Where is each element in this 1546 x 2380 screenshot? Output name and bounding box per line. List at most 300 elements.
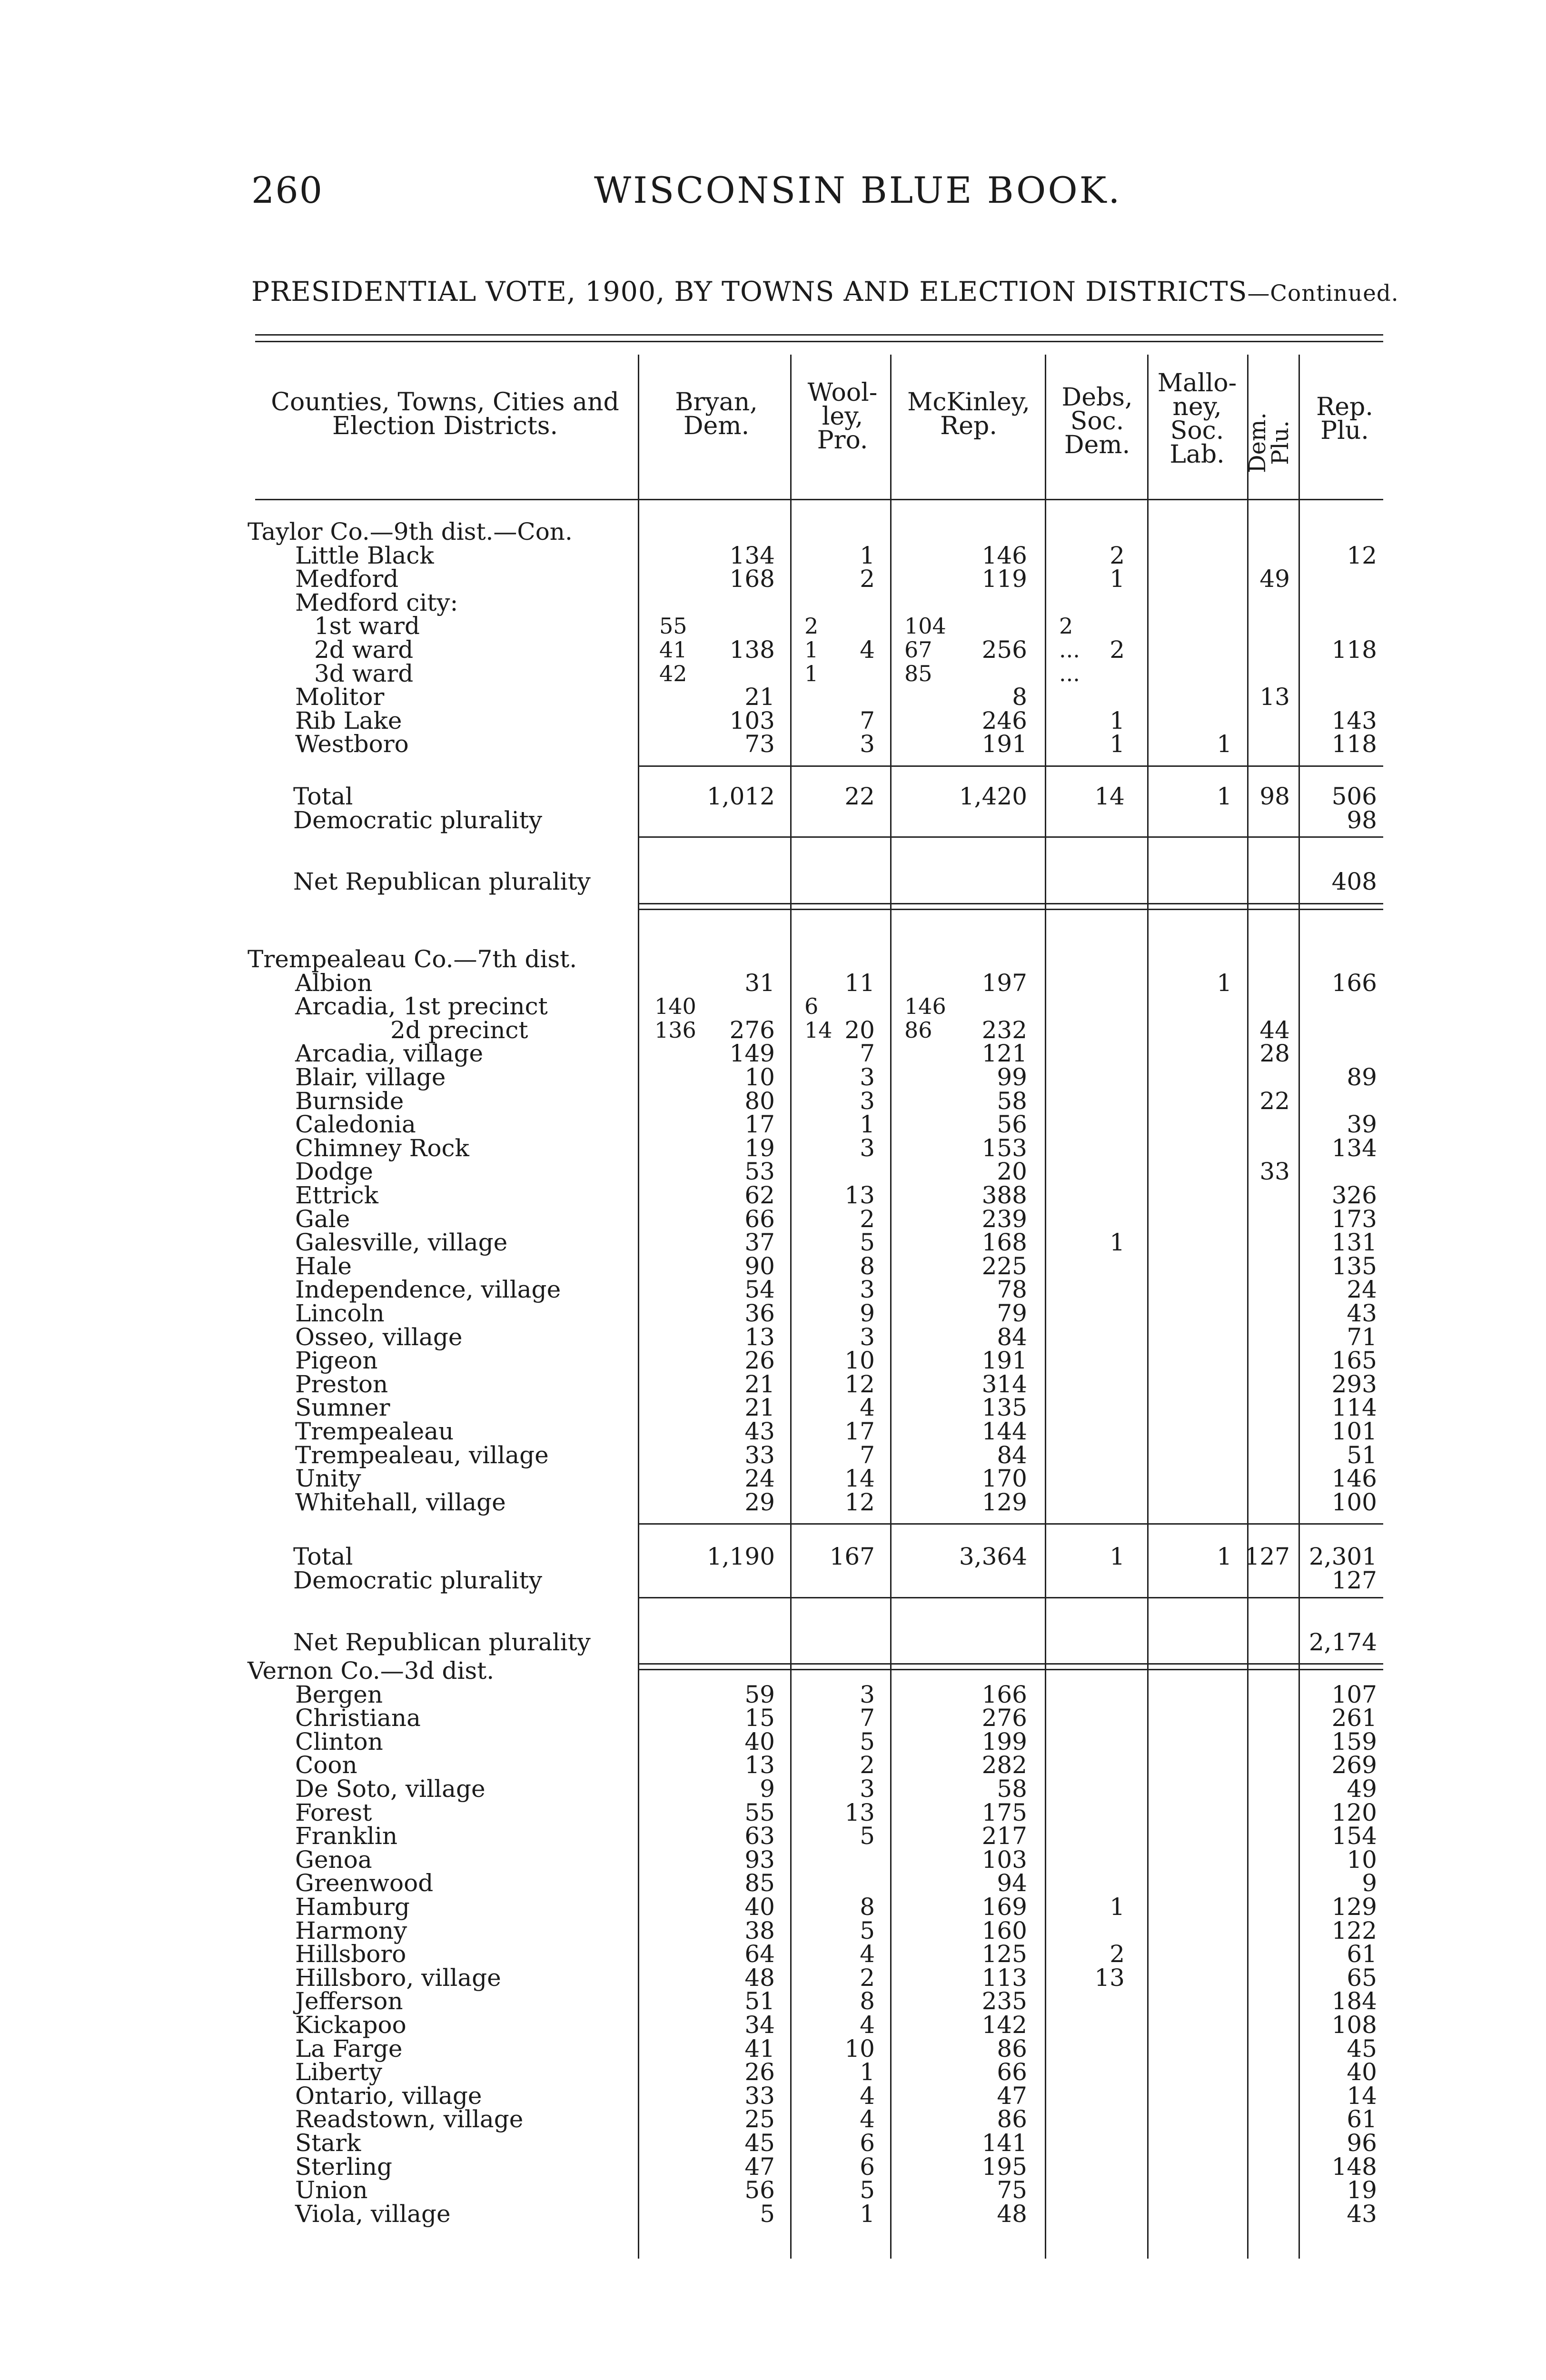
cell-woolley: 4 [860,2011,875,2039]
table-row [0,971,1546,995]
cell-bryan: 63 [744,1822,775,1850]
taylor-dem-plurality-value: 98 [1347,806,1377,834]
cell-mckinley: 199 [981,1727,1027,1755]
cell-dem-plu: 13 [1259,683,1290,711]
cell-debs: 2 [1110,541,1125,569]
cell-woolley: 7 [860,1704,875,1732]
ward-total-debs: 2 [1110,636,1125,664]
cell-debs: 1 [1110,730,1125,758]
table-row [0,1443,1546,1467]
table-row [0,1753,1546,1777]
header-rep-plu: Rep. Plu. [1316,393,1373,445]
cell-bryan: 73 [744,730,775,758]
row-label: Bergen [295,1680,383,1708]
cell-bryan: 17 [744,1111,775,1139]
table-row [0,1207,1546,1231]
cell-mckinley: 142 [981,2011,1027,2039]
cell-woolley: 3 [860,1063,875,1091]
cell-woolley: 10 [844,1347,875,1375]
table-row [0,685,1546,709]
table-row [0,1798,1546,1826]
table-row [0,2178,1546,2202]
table-row [0,1276,1546,1304]
cell-woolley: 12 [844,1488,875,1516]
cell-malloney: 1 [1217,969,1232,997]
cell-mckinley: 282 [981,1751,1027,1779]
cell-bryan: 54 [744,1276,775,1304]
cell-woolley: 5 [860,1229,875,1257]
cell-woolley: 3 [860,1323,875,1351]
cell-mckinley: 48 [997,2200,1027,2228]
table-row [0,1372,1546,1396]
header-woolley: Wool- ley, Pro. [807,378,878,455]
total-woolley: 22 [844,783,875,810]
cell-bryan: 5 [760,2200,775,2228]
cell-rep-plu: 65 [1347,1964,1377,1992]
table-row [0,1871,1546,1895]
taylor-plu-rule [638,836,1383,838]
cell-debs: 13 [1094,1964,1125,1992]
cell-woolley: 1 [860,2058,875,2086]
cell-woolley: 1 [860,1111,875,1139]
table-row [0,1465,1546,1493]
cell-rep-plu: 129 [1331,1893,1377,1921]
cell-woolley: 8 [860,1252,875,1280]
header-debs: Debs, Soc. Dem. [1061,383,1133,459]
table-title-main: PRESIDENTIAL VOTE, 1900, BY TOWNS AND ELECTION DISTRICTS [251,276,1248,307]
cell-rep-plu: 9 [1362,1869,1377,1897]
cell-rep-plu: 101 [1331,1418,1377,1445]
row-label: Little Black [295,541,434,569]
table-row [0,2131,1546,2155]
total-dem-plu: 127 [1244,1543,1290,1571]
cell-woolley: 11 [844,969,875,997]
cell-bryan: 41 [744,2034,775,2063]
table-title [251,276,1399,307]
table-row [0,1895,1546,1919]
cell-woolley: 3 [860,1775,875,1803]
cell-bryan: 13 [744,1323,775,1351]
cell-bryan: 38 [744,1916,775,1944]
trempealeau-sum-rule [638,1523,1383,1525]
cell-dem-plu: 28 [1259,1040,1290,1068]
row-label: Caledonia [295,1111,416,1139]
ward-total-rep: 118 [1331,636,1377,664]
cell-mckinley: 8 [1012,683,1027,711]
table-row [0,1419,1546,1443]
table-row [0,1680,1546,1708]
cell-rep-plu: 12 [1347,541,1377,569]
table-title-continued: —Continued. [1247,281,1399,307]
cell-rep-plu: 146 [1331,1465,1377,1493]
cell-mckinley: 144 [981,1418,1027,1445]
cell-bryan: 64 [744,1940,775,1968]
taylor-net-plurality-value: 408 [1331,868,1377,896]
cell-rep-plu: 148 [1331,2152,1377,2181]
row-label: Jefferson [295,1987,403,2015]
ward-sub-bryan: 42 [659,660,687,686]
cell-woolley: 6 [860,2129,875,2157]
cell-mckinley: 191 [981,1347,1027,1375]
row-label: Trempealeau, village [295,1441,549,1469]
row-label: Dodge [295,1158,373,1186]
table-row [0,1727,1546,1755]
row-label: Coon [295,1751,357,1779]
cell-rep-plu: 114 [1331,1394,1377,1422]
cell-bryan: 36 [744,1299,775,1327]
cell-rep-plu: 96 [1347,2129,1377,2157]
taylor-net-plurality [0,868,1546,896]
ward-row [0,638,1546,662]
cell-mckinley: 225 [981,1252,1027,1280]
cell-rep-plu: 134 [1331,1134,1377,1162]
cell-rep-plu: 269 [1331,1751,1377,1779]
cell-mckinley: 79 [997,1299,1027,1327]
ward-sub-mckinley: 67 [904,637,932,663]
county-heading [0,520,1546,544]
top-rule-2 [255,341,1383,342]
cell-mckinley: 135 [981,1394,1027,1422]
cell-dem-plu: 33 [1259,1158,1290,1186]
cell-debs: 2 [1110,1940,1125,1968]
table-row [0,2152,1546,2181]
table-row [0,2034,1546,2063]
cell-bryan: 21 [744,1394,775,1422]
cell-mckinley: 146 [981,541,1027,569]
row-label: De Soto, village [295,1775,486,1803]
cell-woolley: 2 [860,565,875,593]
row-label: Arcadia, village [295,1040,484,1068]
ward-sub-woolley: 1 [804,637,819,663]
ward-row [0,659,1546,687]
table-row [0,1158,1546,1186]
precinct-sub-mckinley: 146 [904,993,946,1020]
cell-woolley: 4 [860,1394,875,1422]
precinct-label: Arcadia, 1st precinct [295,992,548,1021]
cell-mckinley: 166 [981,1680,1027,1708]
table-row [0,732,1546,756]
table-row [0,2060,1546,2084]
precinct-row [0,1018,1546,1042]
running-title: WISCONSIN BLUE BOOK. [594,169,1122,211]
cell-debs: 1 [1110,565,1125,593]
cell-woolley: 5 [860,1916,875,1944]
cell-woolley: 1 [860,2200,875,2228]
row-label: Unity [295,1465,361,1493]
total-rep-plu: 506 [1331,783,1377,810]
table-row [0,1490,1546,1514]
cell-woolley: 13 [844,1181,875,1209]
cell-bryan: 33 [744,2082,775,2110]
cell-rep-plu: 108 [1331,2011,1377,2039]
taylor-dem-plurality-label: Democratic plurality [293,806,543,834]
precinct-row [0,992,1546,1021]
total-dem-plu: 98 [1259,783,1290,810]
cell-mckinley: 58 [997,1775,1027,1803]
cell-woolley: 3 [860,1134,875,1162]
cell-rep-plu: 122 [1331,1916,1377,1944]
cell-bryan: 55 [744,1798,775,1826]
table-row [0,1942,1546,1966]
cell-woolley: 4 [860,2105,875,2133]
cell-rep-plu: 71 [1347,1323,1377,1351]
header-bryan: Bryan, Dem. [675,388,758,440]
row-label: Medford [295,565,399,593]
header-malloney: Mallo- ney, Soc. Lab. [1157,369,1237,469]
cell-bryan: 21 [744,1370,775,1398]
cell-dem-plu: 49 [1259,565,1290,593]
row-label: Sumner [295,1394,390,1422]
cell-rep-plu: 19 [1347,2176,1377,2204]
county-name: Taylor Co.—9th dist.—Con. [248,518,573,545]
table-row [0,541,1546,569]
precinct-total-woolley: 20 [844,1016,875,1044]
cell-rep-plu: 14 [1347,2082,1377,2110]
trempealeau-dem-plurality-label: Democratic plurality [293,1567,543,1594]
cell-mckinley: 160 [981,1916,1027,1944]
cell-rep-plu: 118 [1331,730,1377,758]
ward-sub-debs: ... [1059,637,1080,663]
cell-mckinley: 129 [981,1488,1027,1516]
cell-mckinley: 314 [981,1370,1027,1398]
cell-rep-plu: 154 [1331,1822,1377,1850]
row-label: Lincoln [295,1299,385,1327]
cell-bryan: 51 [744,1987,775,2015]
trempealeau-dem-plurality-value: 127 [1331,1567,1377,1594]
cell-rep-plu: 39 [1347,1111,1377,1139]
cell-woolley: 2 [860,1205,875,1233]
county-name: Vernon Co.—3d dist. [248,1657,495,1685]
cell-bryan: 26 [744,2058,775,2086]
cell-bryan: 31 [744,969,775,997]
row-label: Kickapoo [295,2011,406,2039]
cell-woolley: 7 [860,1040,875,1068]
cell-rep-plu: 135 [1331,1252,1377,1280]
table-row [0,1089,1546,1113]
cell-rep-plu: 45 [1347,2034,1377,2063]
cell-bryan: 33 [744,1441,775,1469]
cell-bryan: 53 [744,1158,775,1186]
cell-mckinley: 239 [981,1205,1027,1233]
table-row [0,1916,1546,1944]
cell-bryan: 15 [744,1704,775,1732]
cell-mckinley: 20 [997,1158,1027,1186]
cell-mckinley: 56 [997,1111,1027,1139]
cell-bryan: 93 [744,1845,775,1874]
ward-label: 3d ward [314,659,414,687]
cell-mckinley: 66 [997,2058,1027,2086]
cell-rep-plu: 61 [1347,2105,1377,2133]
taylor-net-plurality-label: Net Republican plurality [293,868,591,896]
cell-woolley: 5 [860,1822,875,1850]
table-row [0,1845,1546,1874]
cell-mckinley: 191 [981,730,1027,758]
table-row [0,706,1546,734]
row-label: Greenwood [295,1869,434,1897]
row-label: Burnside [295,1087,404,1115]
cell-bryan: 149 [729,1040,775,1068]
taylor-end-rule [638,903,1383,904]
cell-mckinley: 99 [997,1063,1027,1091]
ward-total-woolley: 4 [860,636,875,664]
row-label: Viola, village [295,2200,451,2228]
total-bryan: 1,190 [706,1543,775,1571]
table-row [0,1040,1546,1068]
trempealeau-net-plurality-value: 2,174 [1308,1628,1377,1656]
cell-rep-plu: 131 [1331,1229,1377,1257]
row-label: Clinton [295,1727,383,1755]
row-label: Trempealeau [295,1418,454,1445]
cell-rep-plu: 293 [1331,1370,1377,1398]
cell-mckinley: 169 [981,1893,1027,1921]
table-row [0,1347,1546,1375]
cell-mckinley: 86 [997,2105,1027,2133]
row-label: Molitor [295,683,385,711]
cell-mckinley: 86 [997,2034,1027,2063]
cell-debs: 1 [1110,1229,1125,1257]
table-row [0,1966,1546,1990]
row-label: Hale [295,1252,352,1280]
cell-woolley: 10 [844,2034,875,2063]
cell-woolley: 9 [860,1299,875,1327]
row-label: Franklin [295,1822,398,1850]
cell-woolley: 8 [860,1893,875,1921]
cell-rep-plu: 10 [1347,1845,1377,1874]
cell-bryan: 9 [760,1775,775,1803]
precinct-sub-mckinley: 86 [904,1017,932,1043]
cell-malloney: 1 [1217,730,1232,758]
cell-rep-plu: 89 [1347,1063,1377,1091]
cell-rep-plu: 166 [1331,969,1377,997]
row-label: Gale [295,1205,350,1233]
total-debs: 14 [1094,783,1125,810]
table-row [0,2084,1546,2108]
cell-mckinley: 47 [997,2082,1027,2110]
row-label: Forest [295,1798,372,1826]
cell-mckinley: 170 [981,1465,1027,1493]
cell-rep-plu: 120 [1331,1798,1377,1826]
cell-mckinley: 84 [997,1323,1027,1351]
row-label: Sterling [295,2152,393,2181]
table-row [0,1229,1546,1257]
ward-label: 1st ward [314,612,420,640]
header-bottom-rule [255,499,1383,500]
cell-woolley: 2 [860,1964,875,1992]
cell-bryan: 13 [744,1751,775,1779]
table-row [0,2107,1546,2131]
table-row [0,1111,1546,1139]
precinct-sub-bryan: 136 [654,1017,696,1043]
cell-woolley: 3 [860,1276,875,1304]
cell-bryan: 26 [744,1347,775,1375]
cell-mckinley: 58 [997,1087,1027,1115]
total-row [0,784,1546,808]
total-label: Total [293,1543,353,1571]
cell-bryan: 48 [744,1964,775,1992]
ward-total-bryan: 138 [729,636,775,664]
cell-bryan: 21 [744,683,775,711]
total-mckinley: 3,364 [959,1543,1027,1571]
row-label: Ettrick [295,1181,378,1209]
cell-dem-plu: 22 [1259,1087,1290,1115]
table-row [0,1301,1546,1325]
cell-rep-plu: 49 [1347,1775,1377,1803]
cell-rep-plu: 165 [1331,1347,1377,1375]
precinct-sub-woolley: 14 [804,1017,832,1043]
cell-bryan: 47 [744,2152,775,2181]
row-label: Readstown, village [295,2105,524,2133]
cell-woolley: 5 [860,1727,875,1755]
cell-woolley: 14 [844,1465,875,1493]
ward-sub-debs: 2 [1059,613,1073,639]
taylor-sum-rule [638,765,1383,767]
row-label: Blair, village [295,1063,446,1091]
ward-sub-debs: ... [1059,660,1080,686]
cell-woolley: 6 [860,2152,875,2181]
cell-mckinley: 103 [981,1845,1027,1874]
cell-rep-plu: 40 [1347,2058,1377,2086]
cell-mckinley: 168 [981,1229,1027,1257]
city-heading [0,588,1546,616]
cell-bryan: 66 [744,1205,775,1233]
table-row [0,1824,1546,1848]
ward-label: 2d ward [314,636,414,664]
total-malloney: 1 [1217,783,1232,810]
cell-mckinley: 121 [981,1040,1027,1068]
row-label: Christiana [295,1704,421,1732]
cell-rep-plu: 107 [1331,1680,1377,1708]
cell-woolley: 7 [860,1441,875,1469]
cell-rep-plu: 143 [1331,706,1377,734]
cell-mckinley: 119 [981,565,1027,593]
row-label: Galesville, village [295,1229,508,1257]
county-name: Trempealeau Co.—7th dist. [248,945,577,973]
cell-bryan: 19 [744,1134,775,1162]
row-label: Westboro [295,730,409,758]
cell-bryan: 168 [729,565,775,593]
ward-total-mckinley: 256 [981,636,1027,664]
page-number: 260 [251,169,324,211]
table-row [0,2202,1546,2226]
taylor-dem-plurality [0,808,1546,832]
county-heading [0,1659,1546,1683]
row-label: Ontario, village [295,2082,482,2110]
cell-woolley: 7 [860,706,875,734]
cell-woolley: 8 [860,1987,875,2015]
row-label: Harmony [295,1916,407,1944]
cell-bryan: 90 [744,1252,775,1280]
cell-rep-plu: 100 [1331,1488,1377,1516]
total-label: Total [293,783,353,810]
total-debs: 1 [1110,1543,1125,1571]
row-label: Osseo, village [295,1323,463,1351]
cell-woolley: 2 [860,1751,875,1779]
cell-mckinley: 84 [997,1441,1027,1469]
cell-bryan: 37 [744,1229,775,1257]
trempealeau-net-plurality [0,1630,1546,1654]
row-label: Preston [295,1370,388,1398]
cell-mckinley: 235 [981,1987,1027,2015]
row-label: La Farge [295,2034,403,2063]
row-label: Rib Lake [295,706,402,734]
cell-bryan: 62 [744,1181,775,1209]
cell-woolley: 1 [860,541,875,569]
row-label: Albion [295,969,373,997]
table-row [0,567,1546,591]
cell-bryan: 24 [744,1465,775,1493]
top-rule [255,334,1383,336]
cell-mckinley: 276 [981,1704,1027,1732]
